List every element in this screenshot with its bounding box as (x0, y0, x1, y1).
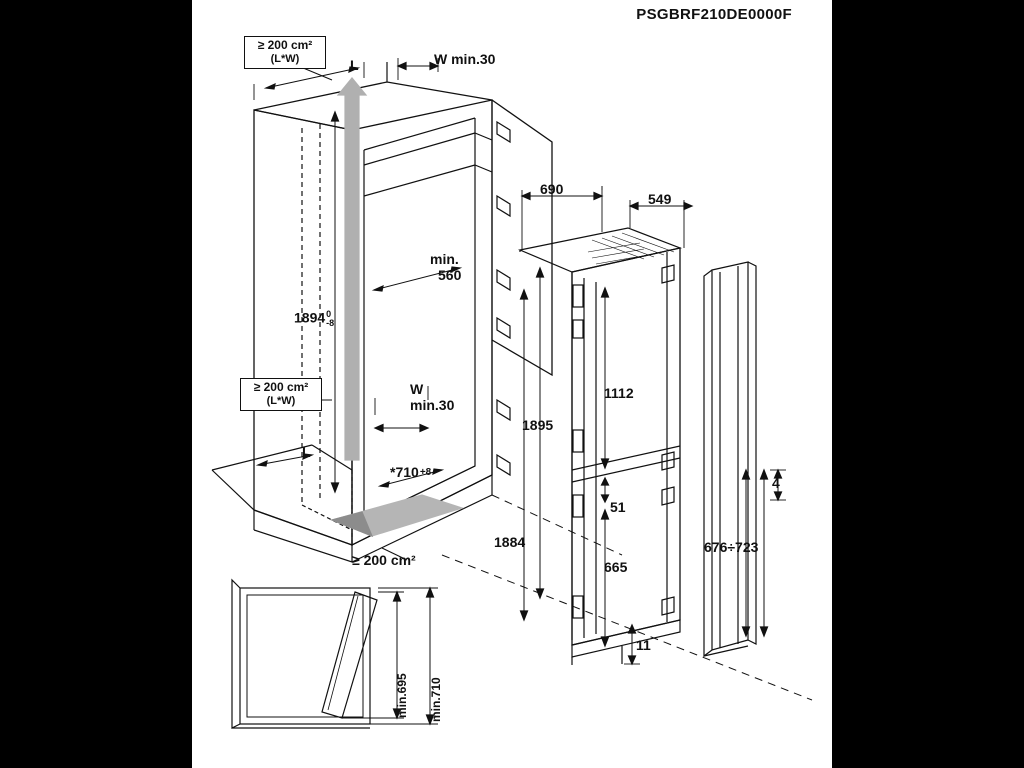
vent-mid-callout: ≥ 200 cm² (L*W) (240, 378, 322, 411)
door-panel-range-dimension: 676÷723 (704, 539, 759, 555)
appliance-top-depth-dimension: 549 (648, 191, 672, 207)
door-swing-inner-dimension: min.695 (395, 673, 409, 718)
gap-between-doors-dimension: 51 (610, 499, 626, 515)
appliance-body-height-dimension: 1884 (494, 534, 526, 550)
vent-bottom-label: ≥ 200 cm² (352, 552, 416, 568)
length-label-bottom: L (302, 444, 311, 460)
vent-top-callout: ≥ 200 cm² (L*W) (244, 36, 326, 69)
drawing-sheet (192, 0, 832, 768)
model-code: PSGBRF210DE0000F (636, 6, 792, 23)
fridge-door-height-dimension: 1112 (604, 385, 634, 401)
width-min-side-label: W min.30 (410, 381, 455, 413)
door-gap-dimension: 4 (772, 475, 780, 491)
plinth-gap-dimension: 11 (636, 637, 651, 653)
appliance-depth-dimension: 690 (540, 181, 564, 197)
door-swing-outer-dimension: min.710 (429, 677, 443, 722)
width-min-top-label: W min.30 (434, 51, 496, 67)
freezer-door-height-dimension: 665 (604, 559, 628, 575)
appliance-height-dimension: 1895 (522, 417, 554, 433)
niche-depth-min-dimension: min. 560 (430, 251, 462, 283)
niche-width-dimension: *710 +8 (390, 464, 432, 480)
niche-height-dimension: 1894 0 -8 (294, 309, 335, 328)
length-label-top: L (350, 57, 359, 73)
